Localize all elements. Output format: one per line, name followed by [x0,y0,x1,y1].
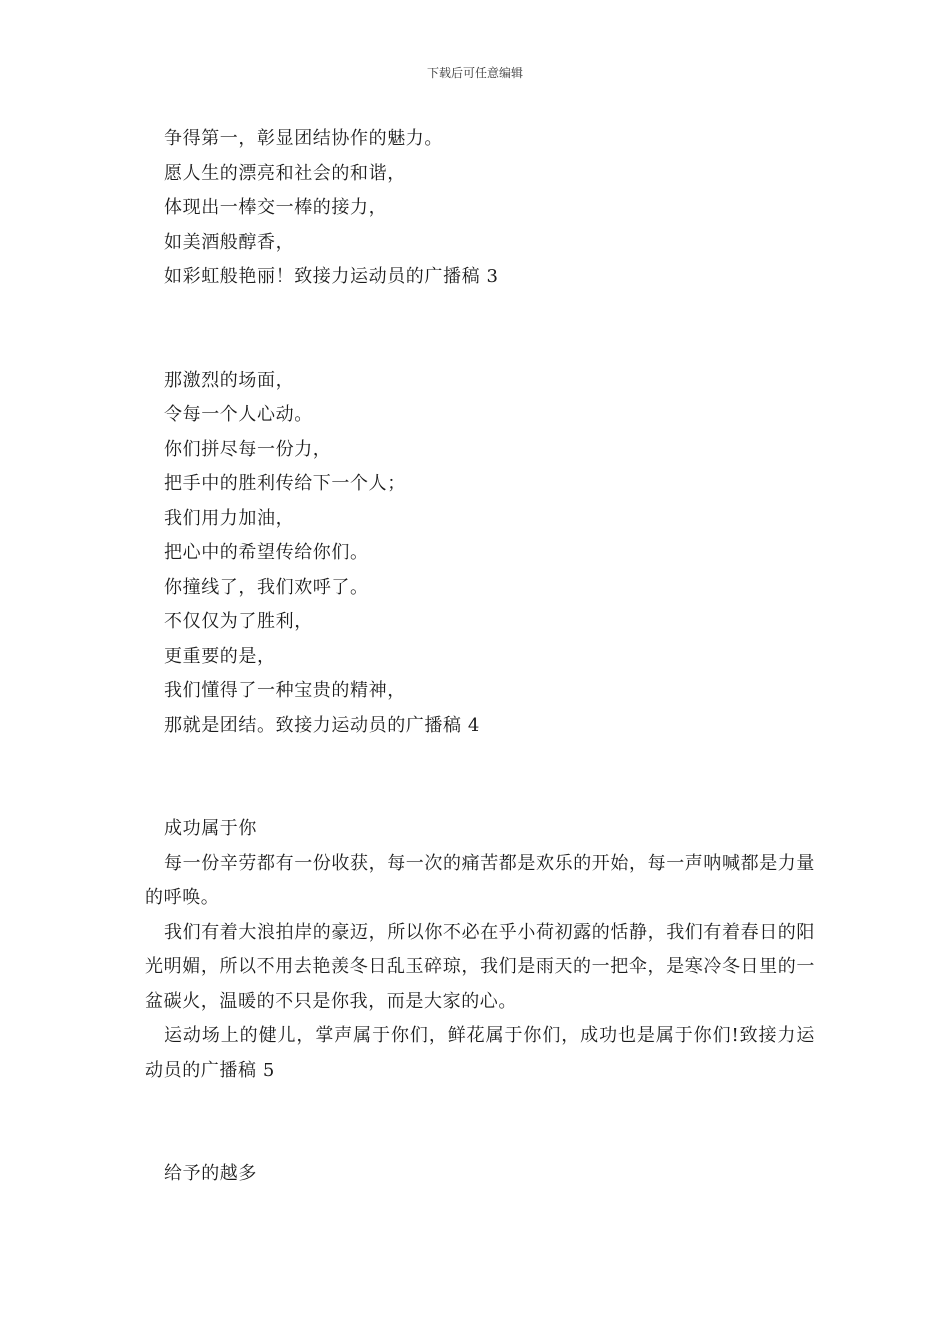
section-title: 成功属于你 [164,818,257,839]
text-line: 那激烈的场面， [164,369,295,391]
section-relay-6 [145,1157,815,1192]
text-line: 争得第一，彰显团结协作的魅力。 [164,128,443,149]
section-gap [145,743,815,812]
document-body [145,122,815,1192]
text-line: 我们懂得了一种宝贵的精神， [164,680,406,701]
text-line: 令每一个人心动。 [164,404,313,425]
paragraph: 运动场上的健儿，掌声属于你们，鲜花属于你们，成功也是属于你们!致接力运动员的广播稿 5 [145,1025,815,1081]
paragraph: 每一份辛劳都有一份收获，每一次的痛苦都是欢乐的开始，每一声呐喊都是力量的呼唤。 [145,852,815,908]
text-line: 你们拼尽每一份力， [164,438,332,460]
text-line: 把手中的胜利传给下一个人； [164,473,406,494]
text-line: 愿人生的漂亮和社会的和谐， [164,162,406,184]
section-relay-5 [145,812,815,1088]
text-line: 把心中的希望传给你们。 [164,542,369,563]
text-line: 不仅仅为了胜利， [164,611,313,632]
text-line: 如彩虹般艳丽！致接力运动员的广播稿 3 [164,266,499,287]
text-line: 如美酒般醇香， [164,231,295,253]
text-line: 更重要的是， [164,645,276,667]
page-header: 下载后可任意编辑 [426,66,523,80]
section-gap [145,295,815,364]
text-line: 体现出一棒交一棒的接力， [164,197,388,218]
section-gap [145,1088,815,1157]
section-relay-4 [145,364,815,744]
paragraph: 我们有着大浪拍岸的豪迈，所以你不必在乎小荷初露的恬静，我们有着春日的阳光明媚，所以不用去艳羡冬日乱玉碎琼，我们是雨天的一把伞，是寒冷冬日里的一盆碳火，温暖的不只是你我，而是大家的心。 [145,921,815,1012]
section-title: 给予的越多 [164,1163,257,1184]
text-line: 我们用力加油， [164,507,295,529]
text-line: 那就是团结。致接力运动员的广播稿 4 [164,714,480,736]
section-relay-3 [145,122,815,295]
text-line: 你撞线了，我们欢呼了。 [164,576,369,598]
